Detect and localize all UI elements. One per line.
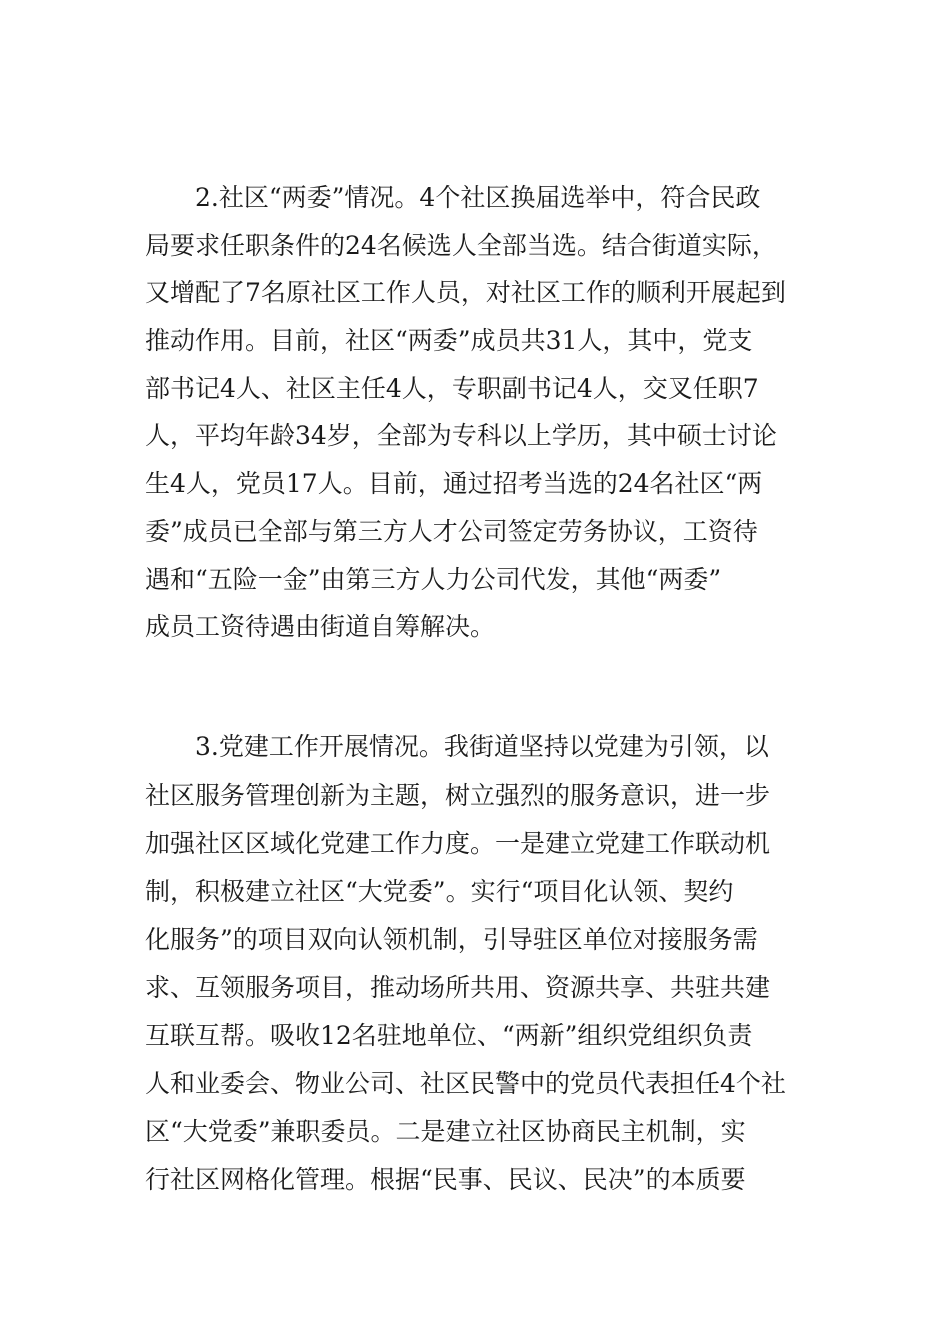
paragraph-line: 人和业委会、物业公司、社区民警中的党员代表担任4个社 (145, 1069, 786, 1098)
paragraph-line: 行社区网格化管理。根据“民事、民议、民决”的本质要 (145, 1165, 746, 1194)
paragraph-line: 成员工资待遇由街道自筹解决。 (145, 612, 496, 641)
paragraph-line: 区“大党委”兼职委员。二是建立社区协商民主机制，实 (145, 1117, 746, 1146)
paragraph-line: 局要求任职条件的24名候选人全部当选。结合街道实际， (145, 231, 777, 260)
paragraph-line: 加强社区区域化党建工作力度。一是建立党建工作联动机 (145, 829, 771, 858)
paragraph-line: 遇和“五险一金”由第三方人力公司代发，其他“两委” (145, 565, 722, 594)
paragraph-line: 社区服务管理创新为主题，树立强烈的服务意识，进一步 (145, 781, 771, 810)
paragraph-line: 又增配了7名原社区工作人员，对社区工作的顺利开展起到 (145, 278, 786, 307)
paragraph-line: 部书记4人、社区主任4人，专职副书记4人，交叉任职7 (145, 374, 759, 403)
paragraph-line: 求、互领服务项目，推动场所共用、资源共享、共驻共建 (145, 973, 771, 1002)
paragraph-line: 2.社区“两委”情况。4个社区换届选举中，符合民政 (195, 183, 761, 212)
paragraph-line: 互联互帮。吸收12名驻地单位、“两新”组织党组织负责 (145, 1021, 753, 1050)
paragraph-line: 人，平均年龄34岁，全部为专科以上学历，其中硕士讨论 (145, 421, 777, 450)
paragraph-line: 制，积极建立社区“大党委”。实行“项目化认领、契约 (145, 877, 734, 906)
paragraph-line: 生4人，党员17人。目前，通过招考当选的24名社区“两 (145, 469, 763, 498)
paragraph-line: 推动作用。目前，社区“两委”成员共31人，其中，党支 (145, 326, 753, 355)
paragraph-line: 化服务”的项目双向认领机制，引导驻区单位对接服务需 (145, 925, 758, 954)
paragraph-line: 委”成员已全部与第三方人才公司签定劳务协议，工资待 (145, 517, 758, 546)
paragraph-line: 3.党建工作开展情况。我街道坚持以党建为引领，以 (195, 732, 769, 761)
